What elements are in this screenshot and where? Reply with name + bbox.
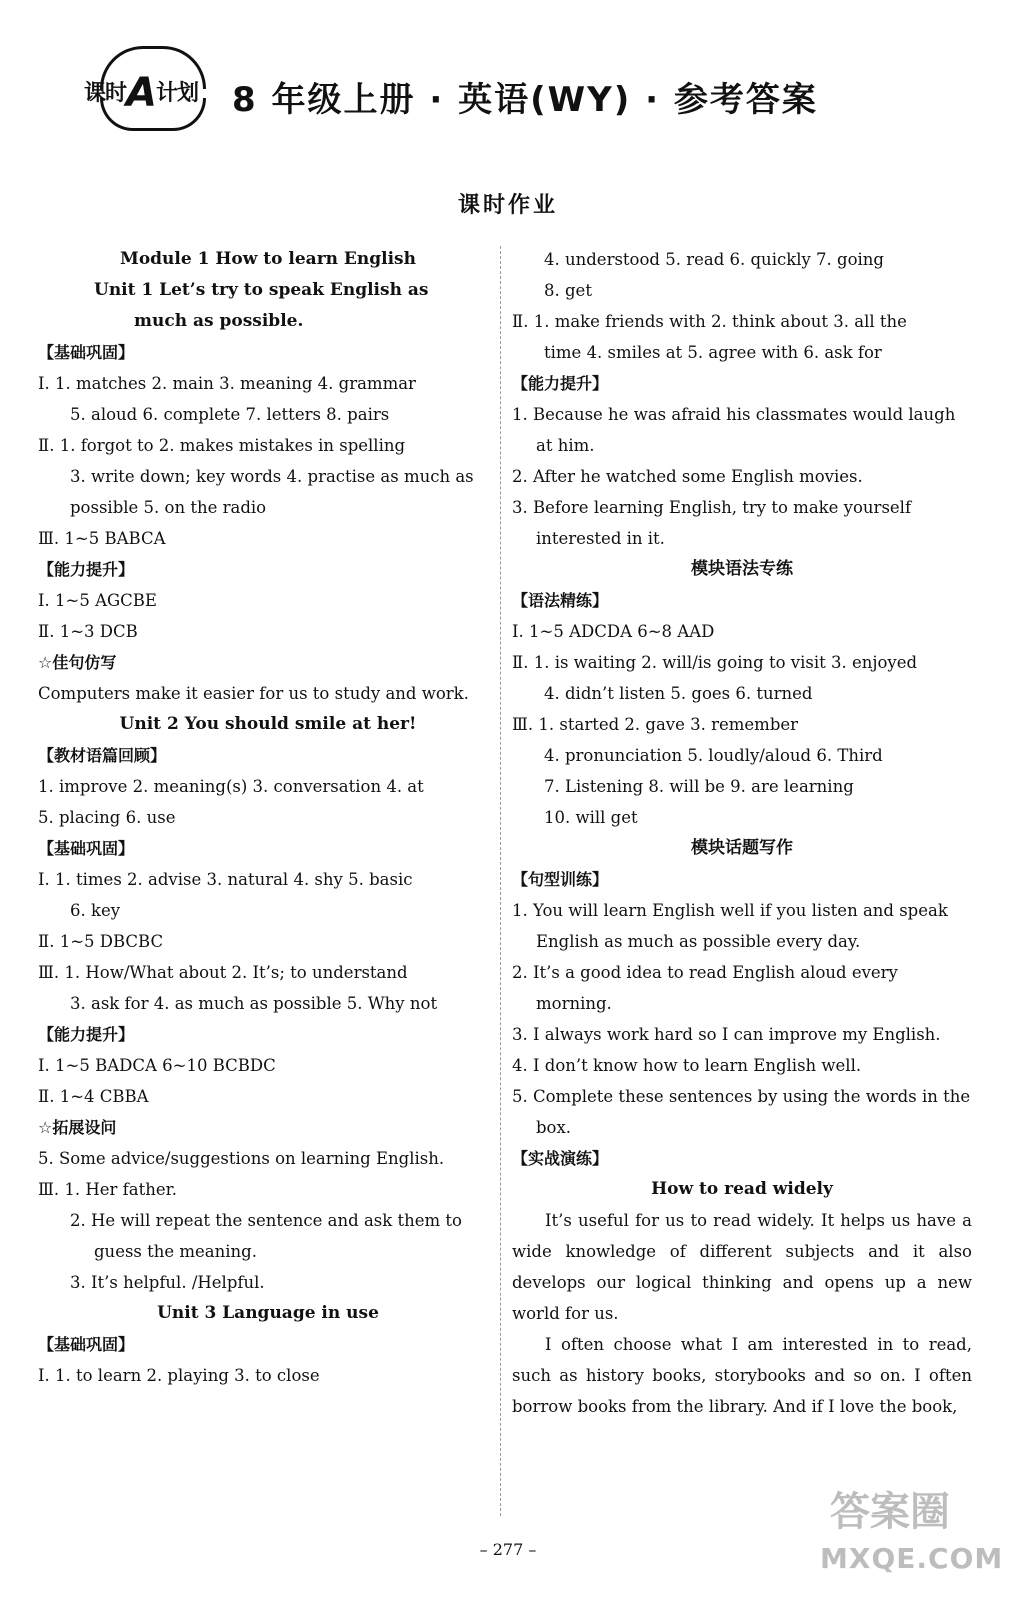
answer-line: Ⅱ. 1~5 DBCBC [38, 932, 164, 951]
answer-line: Ⅲ. 1. How/What about 2. It’s; to understand [38, 963, 408, 982]
section-tag: 【句型训练】 [512, 870, 609, 889]
unit-heading: Module 1 How to learn English [120, 249, 416, 269]
logo-text-2: 计划 [155, 81, 198, 106]
section-tag: 【教材语篇回顾】 [38, 746, 167, 765]
answer-line: 2. After he watched some English movies. [512, 467, 863, 486]
section-tag: 【能力提升】 [512, 374, 609, 393]
answer-line: time 4. smiles at 5. agree with 6. ask for [544, 343, 882, 362]
answer-line: 4. understood 5. read 6. quickly 7. going [544, 250, 884, 269]
answer-line: 3. ask for 4. as much as possible 5. Why not [70, 994, 438, 1013]
left-column [38, 244, 498, 1391]
answer-line: 3. Before learning English, try to make yourself [512, 498, 912, 517]
answer-line: 4. I don’t know how to learn English well. [512, 1056, 862, 1075]
right-column [512, 244, 972, 1422]
answer-line: 5. Complete these sentences by using the words in the [512, 1087, 971, 1106]
subsection-heading: 模块话题写作 [691, 838, 793, 858]
logo-text-1: 课时 [84, 81, 127, 106]
answer-line: at him. [536, 436, 595, 455]
answer-line: Ⅱ. 1. make friends with 2. think about 3. all the [512, 312, 907, 331]
answer-line: Ⅰ. 1. to learn 2. playing 3. to close [38, 1366, 320, 1385]
answer-line: 5. Some advice/suggestions on learning English. [38, 1149, 445, 1168]
section-tag: ☆拓展设问 [38, 1118, 117, 1137]
page-header-title: 8 年级上册 · 英语(WY) · 参考答案 [232, 80, 818, 120]
unit-heading: much as possible. [134, 311, 304, 331]
watermark-line-2: MXQE.COM [820, 1542, 1004, 1575]
answer-line: Ⅰ. 1~5 AGCBE [38, 591, 157, 610]
answer-line: 1. improve 2. meaning(s) 3. conversation 4. at [38, 777, 424, 796]
answer-line: Computers make it easier for us to study and work. [38, 684, 469, 703]
section-tag: 【能力提升】 [38, 560, 135, 579]
answer-line: 4. didn’t listen 5. goes 6. turned [544, 684, 813, 703]
answer-line: Ⅲ. 1~5 BABCA [38, 529, 166, 548]
subsection-heading: 模块语法专练 [691, 559, 793, 579]
section-tag: ☆佳句仿写 [38, 653, 117, 672]
answer-line: 3. I always work hard so I can improve my English. [512, 1025, 941, 1044]
section-tag: 【实战演练】 [512, 1149, 609, 1168]
answer-line: 2. It’s a good idea to read English aloud every [512, 963, 898, 982]
answer-line: 2. He will repeat the sentence and ask them to [70, 1211, 462, 1230]
answer-line: Ⅲ. 1. started 2. gave 3. remember [512, 715, 799, 734]
section-tag: 【能力提升】 [38, 1025, 135, 1044]
answer-line: 5. aloud 6. complete 7. letters 8. pairs [70, 405, 390, 424]
answer-line: 3. It’s helpful. /Helpful. [70, 1273, 265, 1292]
answer-line: possible 5. on the radio [70, 498, 267, 517]
logo-text [84, 70, 198, 116]
answer-line: Ⅲ. 1. Her father. [38, 1180, 177, 1199]
answer-line: 1. Because he was afraid his classmates would laugh [512, 405, 956, 424]
logo-text-a: A [126, 70, 156, 116]
answer-line: Ⅱ. 1~3 DCB [38, 622, 138, 641]
answer-line: 8. get [544, 281, 592, 300]
answer-line: Ⅰ. 1~5 BADCA 6~10 BCBDC [38, 1056, 276, 1075]
watermark [820, 1480, 1004, 1590]
answer-line: 4. pronunciation 5. loudly/aloud 6. Third [544, 746, 883, 765]
answer-line: Ⅱ. 1~4 CBBA [38, 1087, 149, 1106]
answer-line: 3. write down; key words 4. practise as much as [70, 467, 474, 486]
answer-line: guess the meaning. [94, 1242, 257, 1261]
unit-heading: How to read widely [651, 1179, 833, 1199]
answer-line: Ⅱ. 1. is waiting 2. will/is going to visit 3. enjoyed [512, 653, 918, 672]
section-tag: 【基础巩固】 [38, 343, 135, 362]
answer-line: 5. placing 6. use [38, 808, 176, 827]
answer-line: Ⅰ. 1~5 ADCDA 6~8 AAD [512, 622, 715, 641]
answer-line: interested in it. [536, 529, 665, 548]
unit-heading: Unit 2 You should smile at her! [119, 714, 417, 734]
answer-line: Ⅰ. 1. matches 2. main 3. meaning 4. grammar [38, 374, 416, 393]
answer-line: 6. key [70, 901, 121, 920]
answer-line: 10. will get [544, 808, 638, 827]
column-divider [500, 246, 501, 1516]
section-title: 课时作业 [457, 193, 558, 218]
page-number: – 277 – [479, 1540, 537, 1559]
answer-line: English as much as possible every day. [536, 932, 861, 951]
essay-paragraph: It’s useful for us to read widely. It helps us have a wide knowledge of different subjects and it also develops our logical thinking and opens up a new world for us. [512, 1211, 972, 1323]
answer-line: 7. Listening 8. will be 9. are learning [544, 777, 854, 796]
section-tag: 【语法精练】 [512, 591, 609, 610]
answer-line: box. [536, 1118, 572, 1137]
unit-heading: Unit 1 Let’s try to speak English as [94, 280, 429, 300]
book-logo [78, 40, 218, 140]
section-tag: 【基础巩固】 [38, 839, 135, 858]
section-tag: 【基础巩固】 [38, 1335, 135, 1354]
answer-line: Ⅰ. 1. times 2. advise 3. natural 4. shy 5. basic [38, 870, 413, 889]
essay-paragraph: I often choose what I am interested in to read, such as history books, storybooks and so on. I often borrow books from the library. And if I love the book, [512, 1335, 972, 1416]
watermark-line-1: 答案圈 [830, 1489, 950, 1535]
answer-line: morning. [536, 994, 612, 1013]
answer-line: 1. You will learn English well if you listen and speak [512, 901, 948, 920]
unit-heading: Unit 3 Language in use [157, 1303, 379, 1323]
answer-line: Ⅱ. 1. forgot to 2. makes mistakes in spelling [38, 436, 406, 455]
